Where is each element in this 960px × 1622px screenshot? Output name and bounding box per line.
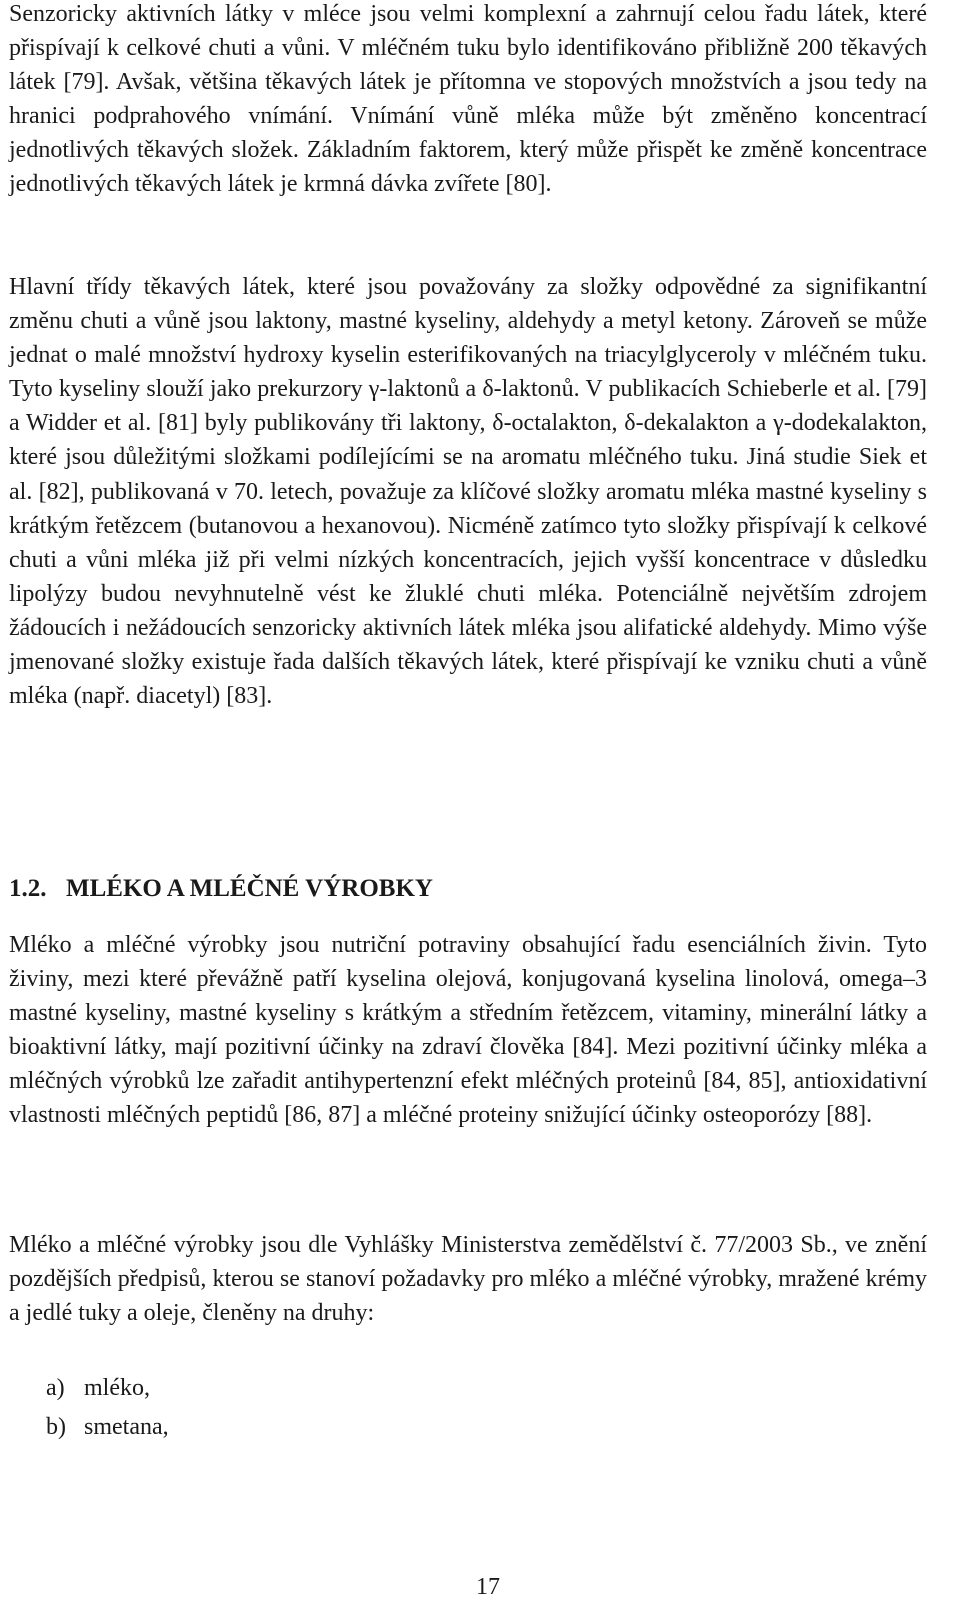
paragraph-regulation: Mléko a mléčné výrobky jsou dle Vyhlášky Ministerstva zemědělství č. 77/2003 Sb., ve znění pozdějších předpisů, kterou se stanoví požadavky pro mléko a mléčné výrobky, mražené krémy a jedlé tuky a oleje, členěny na druhy: (9, 1232, 927, 1327)
paragraph-volatile-compounds: Senzoricky aktivních látky v mléce jsou velmi komplexní a zahrnují celou řadu látek, které přispívají k celkové chuti a vůni. V mléčném tuku bylo identifikováno přibližně 200 těkavých látek [79]. Avšak, většina těkavých látek je přítomna ve stopových množstvích a jsou tedy na hranici podprahového vnímání. Vnímání vůně mléka může být změněno koncentrací jednotlivých těkavých složek. Základním faktorem, který může přispět ke změně koncentrace jednotlivých těkavých látek je krmná dávka zvířete [80]. (9, 1, 927, 198)
list-item (46, 1371, 150, 1405)
section-heading (9, 872, 433, 906)
paragraph-nutrition: Mléko a mléčné výrobky jsou nutriční potraviny obsahující řadu esenciálních živin. Tyto živiny, mezi které převážně patří kyselina olejová, konjugovaná kyselina linolová, omega–3 mastné kyseliny, mastné kyseliny s krátkým a středním řetězcem, vitaminy, minerální látky a bioaktivní látky, mají pozitivní účinky na zdraví člověka [84]. Mezi pozitivní účinky mléka a mléčných výrobků lze zařadit antihypertenzní efekt mléčných proteinů [84, 85], antioxidativní vlastnosti mléčných peptidů [86, 87] a mléčné proteiny snižující účinky osteoporózy [88]. (9, 932, 927, 1129)
page-number: 17 (476, 1574, 500, 1600)
section-title: MLÉKO A MLÉČNÉ VÝROBKY (66, 875, 433, 902)
paragraph-volatile-classes: Hlavní třídy těkavých látek, které jsou považovány za složky odpovědné za signifikantní změnu chuti a vůně jsou laktony, mastné kyseliny, aldehydy a metyl ketony. Zároveň se může jednat o malé množství hydroxy kyselin esterifikovaných na triacylglyceroly v mléčném tuku. Tyto kyseliny slouží jako prekurzory γ-laktonů a δ-laktonů. V publikacích Schieberle et al. [79] a Widder et al. [81] byly publikovány tři laktony, δ-octalakton, δ-dekalakton a γ-dodekalakton, které jsou důležitými složkami podílejícími se na aromatu mléčného tuku. Jiná studie Siek et al. [82], publikovaná v 70. letech, považuje za klíčové složky aromatu mléka mastné kyseliny s krátkým řetězcem (butanovou a hexanovou). Nicméně zatímco tyto složky přispívají k celkové chuti a vůni mléka již při velmi nízkých koncentracích, jejich vyšší koncentrace v důsledku lipolýzy budou nevyhnutelně vést ke žluklé chuti mléka. Potenciálně největším zdrojem žádoucích i nežádoucích senzoricky aktivních látek mléka jsou alifatické aldehydy. Mimo výše jmenované složky existuje řada dalších těkavých látek, které přispívají ke vzniku chuti a vůně mléka (např. diacetyl) [83]. (9, 274, 927, 710)
section-number: 1.2. (9, 875, 47, 902)
list-item-text: smetana, (84, 1414, 169, 1440)
list-item-text: mléko, (84, 1375, 150, 1401)
list-marker: a) (46, 1375, 65, 1401)
list-marker: b) (46, 1414, 66, 1440)
list-item (46, 1410, 169, 1444)
